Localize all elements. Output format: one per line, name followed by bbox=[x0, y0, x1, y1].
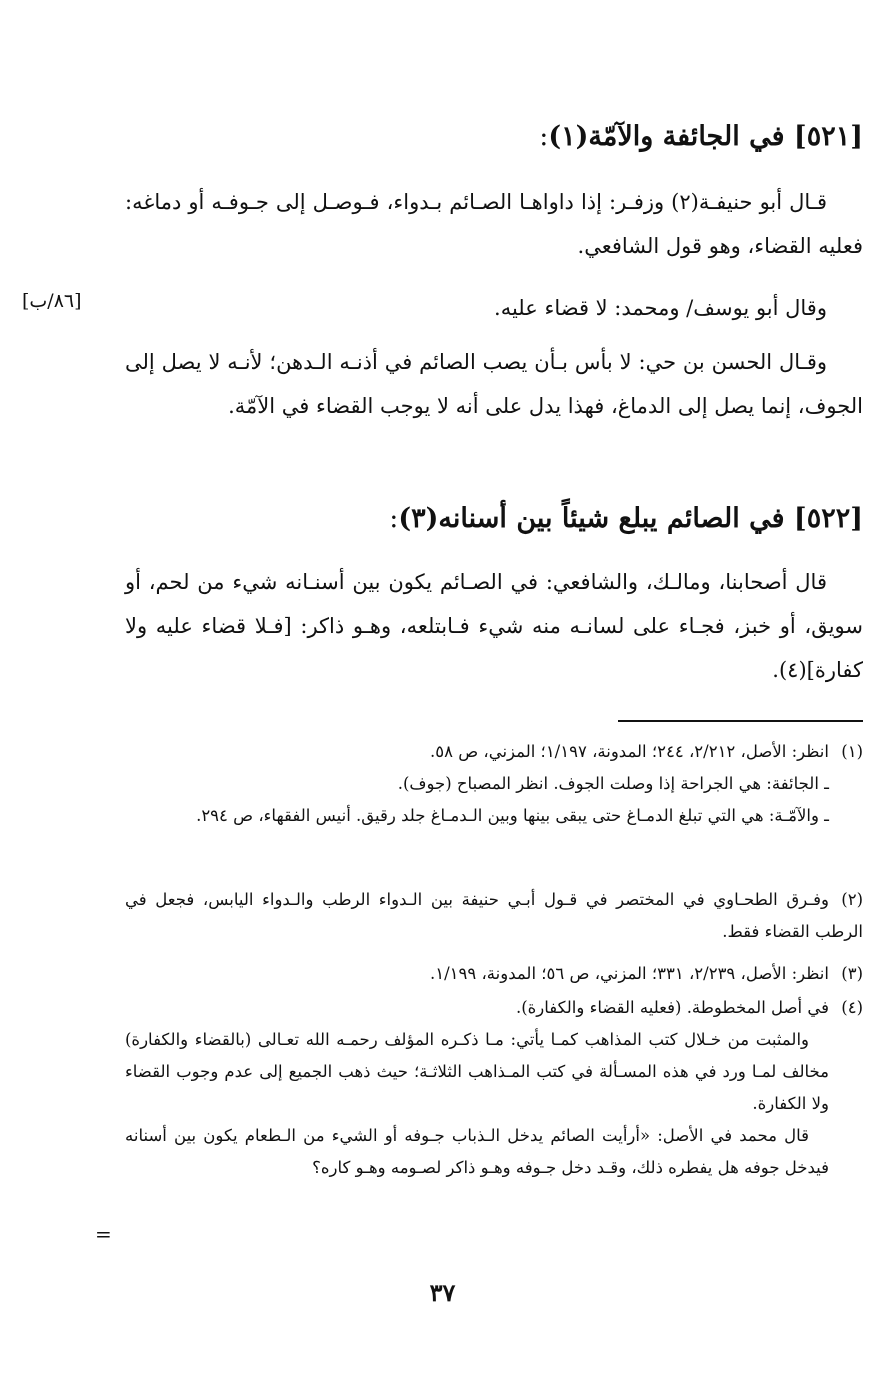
margin-folio-note: [٨٦/ب] bbox=[22, 290, 82, 312]
section-521-paragraph-3: وقـال الحسن بن حي: لا بأس بـأن يصب الصائم في أذنـه الـدهن؛ لأنـه لا يصل إلى الجوف، إنما يصل إلى الدماغ، فهذا يدل على أنه لا يوجب القضاء في الآمّة. bbox=[125, 350, 863, 418]
footnote-1-line-2: ـ الجائفة: هي الجراحة إذا وصلت الجوف. انظر المصباح (جوف). bbox=[397, 774, 829, 793]
section-522-paragraph-1: قال أصحابنا، ومالـك، والشافعي: في الصـائم يكون بين أسنـانه شيء من لحم، أو سويق، أو خبز، فجـاء على لسانـه منه شيء فـابتلعه، وهـو ذاكر: [فـلا قضاء عليه ولا كفارة](٤). bbox=[125, 570, 863, 682]
footnote-4-number: (٤) bbox=[841, 998, 863, 1017]
section-521-paragraph-1: قـال أبو حنيفـة(٢) وزفـر: إذا داواهـا الصـائم بـدواء، فـوصـل إلى جـوفـه أو دماغه: فعليه القضاء، وهو قول الشافعي. bbox=[125, 190, 863, 258]
section-522-colon: : bbox=[389, 503, 399, 534]
section-522-title: [٥٢٢] في الصائم يبلع شيئاً بين أسنانه(٣) bbox=[398, 503, 863, 534]
continuation-mark: = bbox=[95, 1222, 112, 1246]
section-521-colon: : bbox=[539, 121, 549, 152]
footnote-1-line-1: انظر: الأصل، ٢/٢١٢، ٢٤٤؛ المدونة، ١/١٩٧؛ المزني، ص ٥٨. bbox=[429, 742, 829, 761]
section-521-heading bbox=[120, 112, 863, 162]
footnote-4-line-1: في أصل المخطوطة. (فعليه القضاء والكفارة). bbox=[515, 998, 829, 1017]
footnote-1 bbox=[125, 736, 863, 832]
footnote-2-number: (٢) bbox=[841, 890, 863, 909]
footnote-4 bbox=[125, 992, 863, 1184]
footnote-2-line-1: وفـرق الطحـاوي في المختصر في قـول أبـي حنيفة بين الـدواء الرطب والـدواء اليابس، فجعل في الرطب القضاء فقط. bbox=[125, 890, 863, 941]
footnote-2 bbox=[125, 884, 863, 948]
footnote-3-line-1: انظر: الأصل، ٢/٢٣٩، ٣٣١؛ المزني، ص ٥٦؛ المدونة، ١/١٩٩. bbox=[429, 964, 829, 983]
footnote-4-line-3: قال محمد في الأصل: «أرأيت الصائم يدخل الـذباب جـوفه أو الشيء من الـطعام يكون بين أسنانه فيدخل جوفه هل يفطره ذلك، وقـد دخل جـوفه وهـو ذاكر لصـومه وهـو كاره؟ bbox=[125, 1126, 829, 1177]
section-522-heading bbox=[120, 494, 863, 544]
footnote-4-line-2: والمثبت من خـلال كتب المذاهب كمـا يأتي: مـا ذكـره المؤلف رحمـه الله تعـالى (بالقضاء والكفارة) مخالف لمـا ورد في هذه المسـألة في كتب المـذاهب الثلاثـة؛ حيث ذهب الجميع إلى عدم وجوب القضاء ولا الكفارة. bbox=[125, 1030, 829, 1113]
section-521-paragraph-2: وقال أبو يوسف/ ومحمد: لا قضاء عليه. bbox=[494, 296, 827, 320]
footnote-1-line-3: ـ والآمّـة: هي التي تبلغ الدمـاغ حتى يبقى بينها وبين الـدمـاغ جلد رقيق. أنيس الفقهاء، ص ٢٩٤. bbox=[196, 806, 829, 825]
footnote-3 bbox=[125, 958, 863, 990]
page-number: ٣٧ bbox=[429, 1278, 456, 1307]
footnote-divider bbox=[618, 720, 863, 722]
footnote-1-number: (١) bbox=[841, 742, 863, 761]
footnote-3-number: (٣) bbox=[841, 964, 863, 983]
section-521-title: [٥٢١] في الجائفة والآمّة(١) bbox=[548, 121, 863, 152]
